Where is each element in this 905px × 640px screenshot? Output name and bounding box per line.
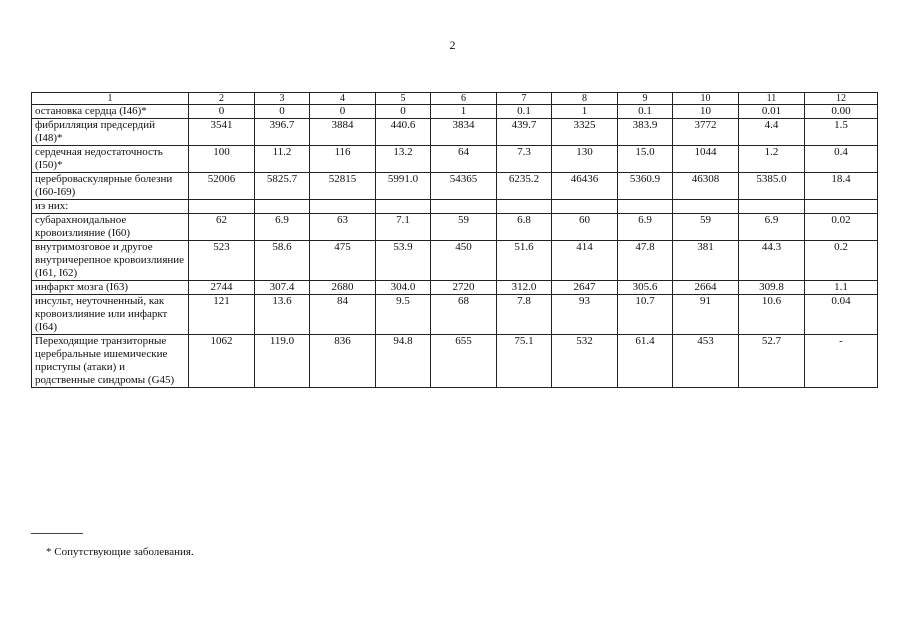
value-cell: 307.4 — [255, 281, 310, 295]
value-cell: 7.8 — [497, 295, 552, 335]
value-cell: 61.4 — [618, 335, 673, 388]
value-cell: 5385.0 — [739, 173, 805, 200]
value-cell: 0.1 — [497, 105, 552, 119]
row-label-cell: фибрилляция предсердий (I48)* — [32, 119, 189, 146]
value-cell: 836 — [310, 335, 376, 388]
column-number-cell: 12 — [805, 93, 878, 105]
value-cell: 46436 — [552, 173, 618, 200]
empty-cell — [497, 200, 552, 214]
value-cell: 4.4 — [739, 119, 805, 146]
value-cell: 0.4 — [805, 146, 878, 173]
empty-cell — [618, 200, 673, 214]
value-cell: 60 — [552, 214, 618, 241]
row-label-cell: инсульт, неуточненный, как кровоизлияние или инфаркт (I64) — [32, 295, 189, 335]
value-cell: 52.7 — [739, 335, 805, 388]
value-cell: 2744 — [189, 281, 255, 295]
value-cell: 75.1 — [497, 335, 552, 388]
value-cell: 1.5 — [805, 119, 878, 146]
value-cell: 5825.7 — [255, 173, 310, 200]
value-cell: 51.6 — [497, 241, 552, 281]
value-cell: 0.00 — [805, 105, 878, 119]
value-cell: 0.01 — [739, 105, 805, 119]
value-cell: 59 — [431, 214, 497, 241]
value-cell: 119.0 — [255, 335, 310, 388]
value-cell: - — [805, 335, 878, 388]
row-label-cell: инфаркт мозга (I63) — [32, 281, 189, 295]
footnote-divider — [31, 533, 83, 534]
value-cell: 62 — [189, 214, 255, 241]
value-cell: 3772 — [673, 119, 739, 146]
empty-cell — [376, 200, 431, 214]
column-number-cell: 1 — [32, 93, 189, 105]
value-cell: 6235.2 — [497, 173, 552, 200]
column-number-cell: 5 — [376, 93, 431, 105]
value-cell: 84 — [310, 295, 376, 335]
value-cell: 130 — [552, 146, 618, 173]
empty-cell — [739, 200, 805, 214]
row-label-cell: внутримозговое и другое внутричерепное кровоизлияние (I61, I62) — [32, 241, 189, 281]
value-cell: 13.2 — [376, 146, 431, 173]
value-cell: 0.1 — [618, 105, 673, 119]
page-number: 2 — [449, 38, 456, 52]
value-cell: 0.02 — [805, 214, 878, 241]
value-cell: 13.6 — [255, 295, 310, 335]
value-cell: 0 — [255, 105, 310, 119]
value-cell: 1 — [431, 105, 497, 119]
table-row — [32, 295, 878, 335]
value-cell: 15.0 — [618, 146, 673, 173]
value-cell: 1044 — [673, 146, 739, 173]
value-cell: 305.6 — [618, 281, 673, 295]
value-cell: 523 — [189, 241, 255, 281]
value-cell: 6.9 — [618, 214, 673, 241]
value-cell: 91 — [673, 295, 739, 335]
value-cell: 0.2 — [805, 241, 878, 281]
value-cell: 6.9 — [739, 214, 805, 241]
value-cell: 94.8 — [376, 335, 431, 388]
value-cell: 3325 — [552, 119, 618, 146]
value-cell: 47.8 — [618, 241, 673, 281]
value-cell: 46308 — [673, 173, 739, 200]
table-row — [32, 241, 878, 281]
value-cell: 52815 — [310, 173, 376, 200]
value-cell: 64 — [431, 146, 497, 173]
column-number-cell: 4 — [310, 93, 376, 105]
value-cell: 475 — [310, 241, 376, 281]
value-cell: 6.8 — [497, 214, 552, 241]
value-cell: 440.6 — [376, 119, 431, 146]
table-row — [32, 214, 878, 241]
table-row — [32, 200, 878, 214]
value-cell: 0 — [376, 105, 431, 119]
value-cell: 2680 — [310, 281, 376, 295]
value-cell: 312.0 — [497, 281, 552, 295]
value-cell: 9.5 — [376, 295, 431, 335]
value-cell: 3834 — [431, 119, 497, 146]
value-cell: 414 — [552, 241, 618, 281]
column-number-cell: 8 — [552, 93, 618, 105]
value-cell: 0 — [189, 105, 255, 119]
value-cell: 453 — [673, 335, 739, 388]
value-cell: 0.04 — [805, 295, 878, 335]
value-cell: 18.4 — [805, 173, 878, 200]
value-cell: 655 — [431, 335, 497, 388]
empty-cell — [552, 200, 618, 214]
row-label-cell: субарахноидальное кровоизлияние (I60) — [32, 214, 189, 241]
value-cell: 396.7 — [255, 119, 310, 146]
value-cell: 3884 — [310, 119, 376, 146]
column-number-cell: 10 — [673, 93, 739, 105]
value-cell: 2664 — [673, 281, 739, 295]
value-cell: 5991.0 — [376, 173, 431, 200]
row-label-cell: остановка сердца (I46)* — [32, 105, 189, 119]
empty-cell — [805, 200, 878, 214]
value-cell: 68 — [431, 295, 497, 335]
value-cell: 450 — [431, 241, 497, 281]
value-cell: 10.6 — [739, 295, 805, 335]
value-cell: 10 — [673, 105, 739, 119]
empty-cell — [189, 200, 255, 214]
table-header-row — [32, 93, 878, 105]
value-cell: 44.3 — [739, 241, 805, 281]
value-cell: 7.3 — [497, 146, 552, 173]
empty-cell — [673, 200, 739, 214]
value-cell: 309.8 — [739, 281, 805, 295]
value-cell: 6.9 — [255, 214, 310, 241]
value-cell: 54365 — [431, 173, 497, 200]
value-cell: 10.7 — [618, 295, 673, 335]
table-row — [32, 119, 878, 146]
value-cell: 100 — [189, 146, 255, 173]
value-cell: 52006 — [189, 173, 255, 200]
value-cell: 304.0 — [376, 281, 431, 295]
column-number-cell: 7 — [497, 93, 552, 105]
empty-cell — [310, 200, 376, 214]
value-cell: 58.6 — [255, 241, 310, 281]
row-label-cell: Переходящие транзиторные церебральные ишемические приступы (атаки) и родственные синдромы (G45) — [32, 335, 189, 388]
table-row — [32, 146, 878, 173]
column-number-cell: 11 — [739, 93, 805, 105]
value-cell: 11.2 — [255, 146, 310, 173]
value-cell: 116 — [310, 146, 376, 173]
value-cell: 63 — [310, 214, 376, 241]
value-cell: 3541 — [189, 119, 255, 146]
value-cell: 53.9 — [376, 241, 431, 281]
value-cell: 121 — [189, 295, 255, 335]
value-cell: 383.9 — [618, 119, 673, 146]
statistics-table — [31, 92, 878, 388]
value-cell: 1.2 — [739, 146, 805, 173]
value-cell: 439.7 — [497, 119, 552, 146]
value-cell: 1 — [552, 105, 618, 119]
column-number-cell: 9 — [618, 93, 673, 105]
row-label-cell: сердечная недостаточность (I50)* — [32, 146, 189, 173]
value-cell: 2647 — [552, 281, 618, 295]
empty-cell — [431, 200, 497, 214]
table-row — [32, 173, 878, 200]
value-cell: 381 — [673, 241, 739, 281]
column-number-cell: 2 — [189, 93, 255, 105]
empty-cell — [255, 200, 310, 214]
value-cell: 1.1 — [805, 281, 878, 295]
value-cell: 59 — [673, 214, 739, 241]
value-cell: 1062 — [189, 335, 255, 388]
table-row — [32, 281, 878, 295]
value-cell: 7.1 — [376, 214, 431, 241]
value-cell: 93 — [552, 295, 618, 335]
row-label-cell: из них: — [32, 200, 189, 214]
value-cell: 0 — [310, 105, 376, 119]
column-number-cell: 6 — [431, 93, 497, 105]
row-label-cell: цереброваскулярные болезни (I60-I69) — [32, 173, 189, 200]
value-cell: 2720 — [431, 281, 497, 295]
value-cell: 532 — [552, 335, 618, 388]
table-row — [32, 105, 878, 119]
table-row — [32, 335, 878, 388]
footnote: * Сопутствующие заболевания. — [46, 546, 194, 558]
value-cell: 5360.9 — [618, 173, 673, 200]
column-number-cell: 3 — [255, 93, 310, 105]
